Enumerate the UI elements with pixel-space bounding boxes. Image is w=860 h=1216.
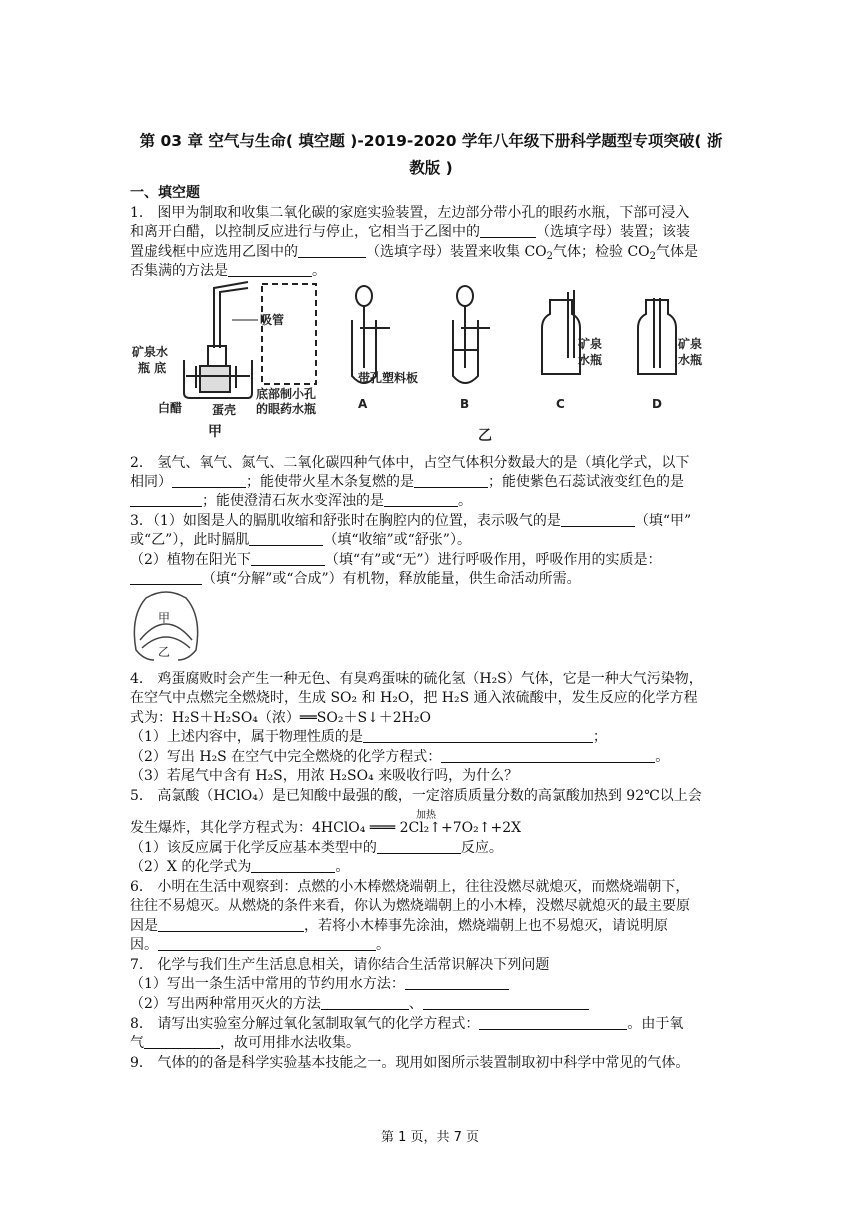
q1-text: （选填字母）装置；该装 bbox=[536, 224, 690, 240]
q6-text: 。 bbox=[376, 937, 390, 953]
q5-line-1: 5． 高氯酸（HClO₄）是已知酸中最强的酸，一定溶质质量分数的高氯酸加热到 92℃以上会 bbox=[130, 788, 702, 804]
q2-text: 。 bbox=[458, 493, 472, 509]
label-jia: 甲 bbox=[208, 424, 222, 440]
q3-text: （2）植物在阳光下 bbox=[130, 552, 251, 568]
q2-text: 相同） bbox=[130, 474, 172, 490]
q8-line-2 bbox=[130, 1034, 360, 1052]
q6-blank-1[interactable] bbox=[158, 917, 304, 932]
q1-text: 气体是 bbox=[656, 244, 699, 260]
q6-text: 因是 bbox=[130, 918, 158, 934]
q7-blank-2[interactable] bbox=[321, 995, 409, 1010]
q2-blank-1[interactable] bbox=[172, 473, 246, 488]
q4-sub-1 bbox=[130, 728, 607, 746]
q3-line-4 bbox=[130, 570, 581, 588]
q7-blank-3[interactable] bbox=[423, 995, 589, 1010]
figure-jia bbox=[184, 282, 316, 398]
q6-line-4 bbox=[130, 936, 390, 954]
q5-text: （1）该反应属于化学反应基本类型中的 bbox=[130, 840, 377, 856]
q1-blank-3[interactable] bbox=[228, 262, 312, 277]
label-D: D bbox=[652, 397, 662, 411]
document-title bbox=[128, 128, 734, 182]
label-baicu: 白醋 bbox=[158, 401, 183, 415]
q1-blank-2[interactable] bbox=[298, 243, 366, 258]
q5-blank-2[interactable] bbox=[251, 858, 335, 873]
dashed-box bbox=[262, 284, 316, 384]
q2-text: ；能使紫色石蕊试液变红色的是 bbox=[488, 474, 684, 490]
diaphragm-label-yi: 乙 bbox=[158, 645, 171, 659]
q4-line-2: 在空气中点燃完全燃烧时，生成 SO₂ 和 H₂O，把 H₂S 通入浓硫酸中，发生反应的化学方程 bbox=[130, 690, 698, 706]
q5-text: 反应。 bbox=[460, 840, 503, 856]
label-B: B bbox=[460, 397, 470, 411]
q3-text: （填“有”或“无”）进行呼吸作用，呼吸作用的实质是： bbox=[324, 552, 662, 568]
q1-line-3: 置虚线框中应选用乙图中的 （选填字母）装置来收集 $CO_2$气体；检验 $CO_2$气体是 bbox=[130, 244, 699, 262]
label-pingdi: 瓶 底 bbox=[138, 361, 167, 375]
q2-line-1: 2． 氢气、氧气、氮气、二氧化碳四种气体中，占空气体积分数最大的是（填化学式，以下 bbox=[130, 455, 690, 471]
q1-blank-1[interactable] bbox=[480, 223, 536, 238]
q4-text: （2）写出 H₂S 在空气中完全燃烧的化学方程式： bbox=[130, 749, 442, 765]
q3-text: （填“分解”或“合成”）有机物，释放能量，供生命活动所需。 bbox=[202, 571, 581, 587]
q3-figure-diaphragm bbox=[128, 590, 204, 664]
q6-line-2: 往往不易熄灭。从燃烧的条件来看，你认为燃烧端朝上的小木棒，没燃尽就熄灭的最主要原 bbox=[130, 898, 690, 914]
q1-text: （选填字母）装置来收集 CO bbox=[366, 244, 547, 260]
q7-blank-1[interactable] bbox=[405, 975, 509, 990]
label-A: A bbox=[358, 397, 368, 411]
label-sulia: 带孔塑料板 bbox=[358, 371, 419, 385]
q5-line-2: 发生爆炸，其化学方程式为：4HClO₄ ═══ 2Cl₂↑+7O₂↑+2X bbox=[130, 820, 522, 836]
q6-blank-2[interactable] bbox=[158, 936, 376, 951]
q8-blank-2[interactable] bbox=[144, 1034, 220, 1049]
eyedrop-bottle bbox=[200, 366, 230, 392]
q8-text: 。由于氧 bbox=[627, 1016, 684, 1032]
label-yi: 乙 bbox=[478, 428, 492, 444]
q4-blank-1[interactable] bbox=[363, 728, 593, 743]
q3-blank-4[interactable] bbox=[130, 570, 202, 585]
q3-text: 3．（1）如图是人的膈肌收缩和舒张时在胸腔内的位置，表示吸气的是 bbox=[130, 513, 561, 529]
label-dibu-2: 的眼药水瓶 bbox=[256, 402, 317, 416]
q7-sub-2 bbox=[130, 995, 589, 1013]
label-danke: 蛋壳 bbox=[212, 403, 237, 417]
page-footer: 第 1 页，共 7 页 bbox=[380, 1130, 480, 1145]
q5-blank-1[interactable] bbox=[377, 839, 461, 854]
q2-text: ；能使带火星木条复燃的是 bbox=[246, 474, 414, 490]
q2-text: ；能使澄清石灰水变浑浊的是 bbox=[202, 493, 384, 509]
q4-line-1: 4． 鸡蛋腐败时会产生一种无色、有臭鸡蛋味的硫化氢（H₂S）气体，它是一种大气污染物， bbox=[130, 671, 703, 687]
label-kuangquan-d-1: 矿泉 bbox=[678, 337, 703, 351]
q3-blank-3[interactable] bbox=[251, 551, 325, 566]
q8-text: ，故可用排水法收集。 bbox=[220, 1035, 360, 1051]
diaphragm-label-jia: 甲 bbox=[158, 611, 171, 625]
q4-sub-2 bbox=[130, 748, 669, 766]
q2-blank-4[interactable] bbox=[384, 492, 458, 507]
q4-text: 。 bbox=[655, 749, 670, 765]
q6-line-1: 6． 小明在生活中观察到：点燃的小木棒燃烧端朝上，往往没燃尽就熄灭，而燃烧端朝下， bbox=[130, 879, 690, 895]
q2-line-3 bbox=[130, 492, 472, 510]
q3-line-1 bbox=[130, 512, 691, 530]
q7-text: （1）写出一条生活中常用的节约用水方法： bbox=[130, 976, 405, 992]
label-kuangquan-c-2: 水瓶 bbox=[578, 353, 603, 367]
apparatus-C bbox=[542, 290, 580, 374]
q3-text: 或“乙”），此时膈肌 bbox=[130, 532, 250, 548]
q1-text: 置虚线框中应选用乙图中的 bbox=[130, 244, 298, 260]
q3-line-2 bbox=[130, 531, 471, 549]
q7-sub-1 bbox=[130, 975, 509, 993]
q9-line-1: 9． 气体的的备是科学实验基本技能之一。现用如图所示装置制取初中科学中常见的气体。 bbox=[130, 1055, 690, 1071]
q2-blank-3[interactable] bbox=[130, 492, 202, 507]
apparatus-D bbox=[638, 298, 676, 374]
title-line-2: 教版 ) bbox=[409, 159, 453, 177]
q4-text: ； bbox=[592, 729, 607, 745]
q3-text: （填“甲” bbox=[634, 513, 692, 529]
q3-blank-2[interactable] bbox=[249, 531, 323, 546]
q1-figure-apparatus bbox=[128, 278, 718, 448]
label-C: C bbox=[556, 397, 565, 411]
q1-text: 和离开白醋，以控制反应进行与停止，它相当于乙图中的 bbox=[130, 224, 480, 240]
label-kuangquan: 矿泉水 bbox=[132, 345, 169, 359]
q4-sub-3: （3）若尾气中含有 H₂S，用浓 H₂SO₄ 来吸收行吗，为什么？ bbox=[130, 768, 519, 784]
q8-blank-1[interactable] bbox=[479, 1015, 627, 1030]
q2-blank-2[interactable] bbox=[414, 473, 488, 488]
q5-text: 。 bbox=[335, 859, 350, 875]
q8-text: 8． 请写出实验室分解过氧化氢制取氧气的化学方程式： bbox=[130, 1016, 480, 1032]
q5-sub-2 bbox=[130, 858, 349, 876]
apparatus-B bbox=[453, 286, 490, 383]
q5-sub-1 bbox=[130, 839, 503, 857]
q4-blank-2[interactable] bbox=[441, 748, 655, 763]
q1-text: 气体；检验 CO bbox=[553, 244, 650, 260]
q6-line-3 bbox=[130, 917, 668, 935]
label-kuangquan-c-1: 矿泉 bbox=[578, 337, 603, 351]
apparatus-A bbox=[352, 286, 390, 383]
q3-text: （填“收缩”或“舒张”）。 bbox=[323, 532, 471, 548]
q7-line-1: 7． 化学与我们生产生活息息相关，请你结合生活常识解决下列问题 bbox=[130, 957, 550, 973]
q6-text: ，若将小木棒事先涂油，燃烧端朝上也不易熄灭，请说明原 bbox=[304, 918, 668, 934]
q5-text: （2）X 的化学式为 bbox=[130, 859, 252, 875]
q1-line-1: 1． 图甲为制取和收集二氧化碳的家庭实验装置，左边部分带小孔的眼药水瓶，下部可浸入 bbox=[130, 205, 690, 221]
label-xiguan: 吸管 bbox=[260, 313, 285, 327]
section-heading: 一、填空题 bbox=[130, 185, 200, 201]
q6-text: 因。 bbox=[130, 937, 158, 953]
q5-condition-label: 加热 bbox=[416, 810, 436, 821]
q4-line-3: 式为：H₂S＋H₂SO₄（浓）══SO₂＋S↓＋2H₂O bbox=[130, 710, 431, 726]
label-dibu-1: 底部制小孔 bbox=[256, 387, 317, 401]
q2-line-2 bbox=[130, 473, 684, 491]
q1-text: 。 bbox=[312, 263, 326, 279]
q7-text: （2）写出两种常用灭火的方法 bbox=[130, 996, 321, 1012]
title-line-1: 第 03 章 空气与生命( 填空题 )-2019-2020 学年八年级下册科学题型专项突破( 浙 bbox=[139, 132, 723, 150]
q1-text: 否集满的方法是 bbox=[130, 263, 228, 279]
q8-text: 气 bbox=[130, 1035, 144, 1051]
q7-text: 、 bbox=[408, 996, 423, 1012]
q1-line-2 bbox=[130, 223, 690, 241]
q3-line-3 bbox=[130, 551, 662, 569]
q3-blank-1[interactable] bbox=[561, 512, 635, 527]
q8-line-1 bbox=[130, 1015, 683, 1033]
q4-text: （1）上述内容中，属于物理性质的是 bbox=[130, 729, 363, 745]
label-kuangquan-d-2: 水瓶 bbox=[678, 353, 703, 367]
